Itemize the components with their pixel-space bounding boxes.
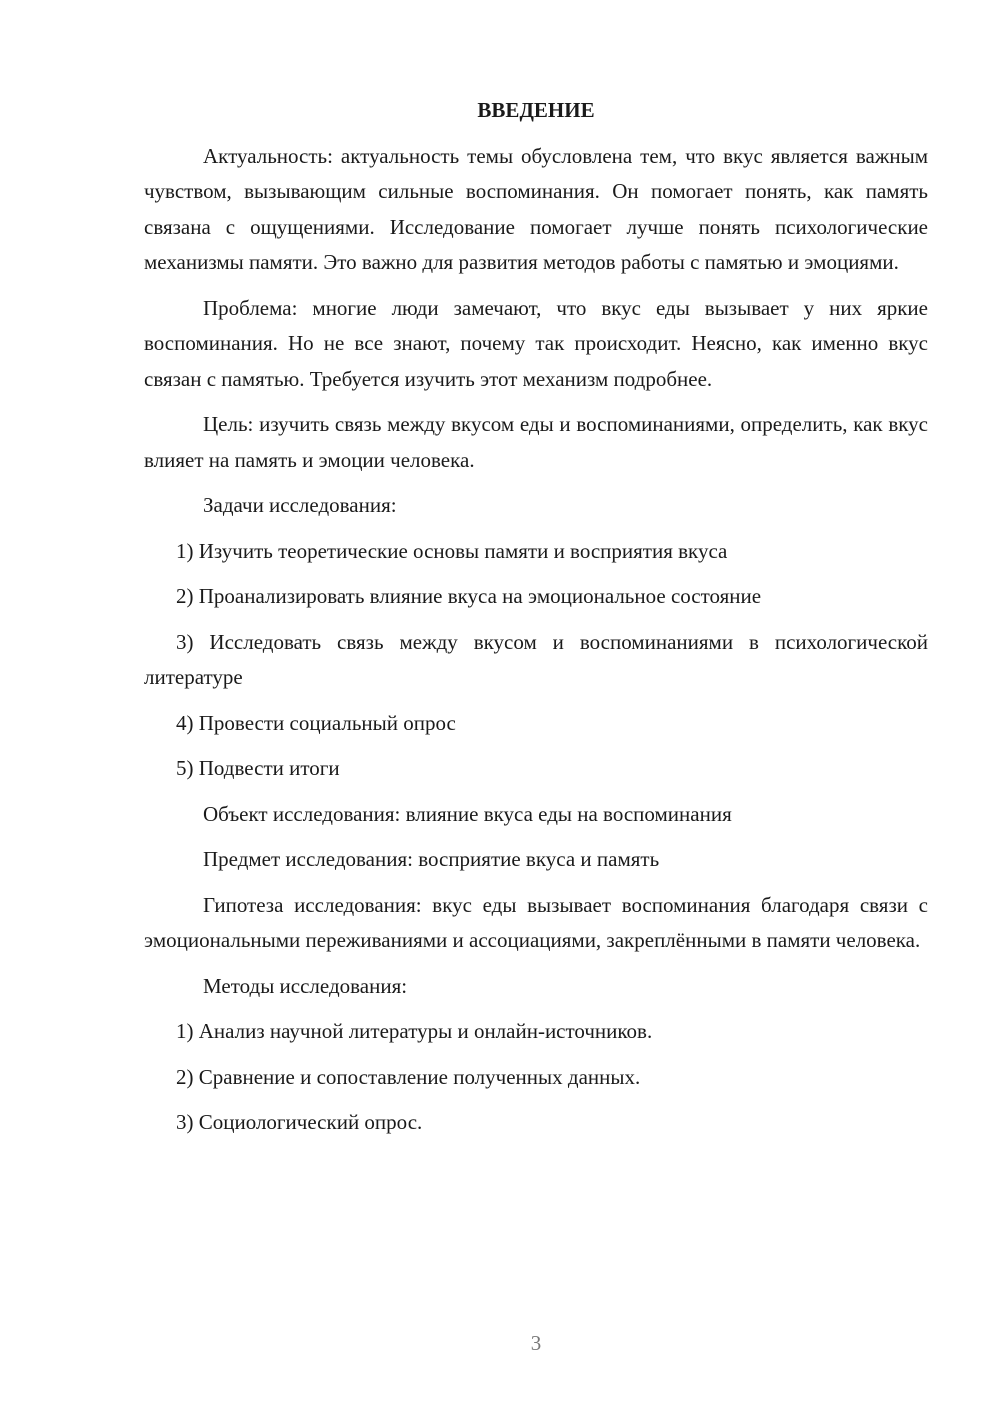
method-item: 1) Анализ научной литературы и онлайн-источников. xyxy=(176,1019,653,1043)
relevance-paragraph: Актуальность: актуальность темы обусловлена тем, что вкус является важным чувством, вызывающим сильные воспоминания. Он помогает понять, как память связана с ощущениями. Исследование помогает лучше понять психологические механизмы памяти. Это важно для развития методов работы с памятью и эмоциями. xyxy=(144,143,928,274)
subject-paragraph: Предмет исследования: восприятие вкуса и память xyxy=(203,847,660,871)
problem-paragraph: Проблема: многие люди замечают, что вкус еды вызывает у них яркие воспоминания. Но не все знают, почему так происходит. Неясно, как именно вкус связан с памятью. Требуется изучить этот механизм подробнее. xyxy=(144,295,928,391)
task-item: 1) Изучить теоретические основы памяти и восприятия вкуса xyxy=(176,538,728,563)
method-item: 3) Социологический опрос. xyxy=(176,1110,423,1134)
document-page xyxy=(144,93,928,1151)
object-paragraph: Объект исследования: влияние вкуса еды на воспоминания xyxy=(203,801,732,826)
page-title: ВВЕДЕНИЕ xyxy=(477,98,595,122)
goal-paragraph: Цель: изучить связь между вкусом еды и воспоминаниями, определить, как вкус влияет на память и эмоции человека. xyxy=(144,412,928,472)
task-item: 3) Исследовать связь между вкусом и воспоминаниями в психологической литературе xyxy=(144,629,928,689)
method-item: 2) Сравнение и сопоставление полученных данных. xyxy=(176,1064,641,1089)
task-item: 5) Подвести итоги xyxy=(176,756,340,780)
hypothesis-paragraph: Гипотеза исследования: вкус еды вызывает воспоминания благодаря связи с эмоциональными переживаниями и ассоциациями, закреплёнными в памяти человека. xyxy=(144,892,928,952)
tasks-heading: Задачи исследования: xyxy=(203,493,397,517)
task-item: 2) Проанализировать влияние вкуса на эмоциональное состояние xyxy=(176,584,762,608)
task-item: 4) Провести социальный опрос xyxy=(176,710,456,735)
methods-heading: Методы исследования: xyxy=(203,973,408,998)
page-number: 3 xyxy=(530,1331,542,1355)
